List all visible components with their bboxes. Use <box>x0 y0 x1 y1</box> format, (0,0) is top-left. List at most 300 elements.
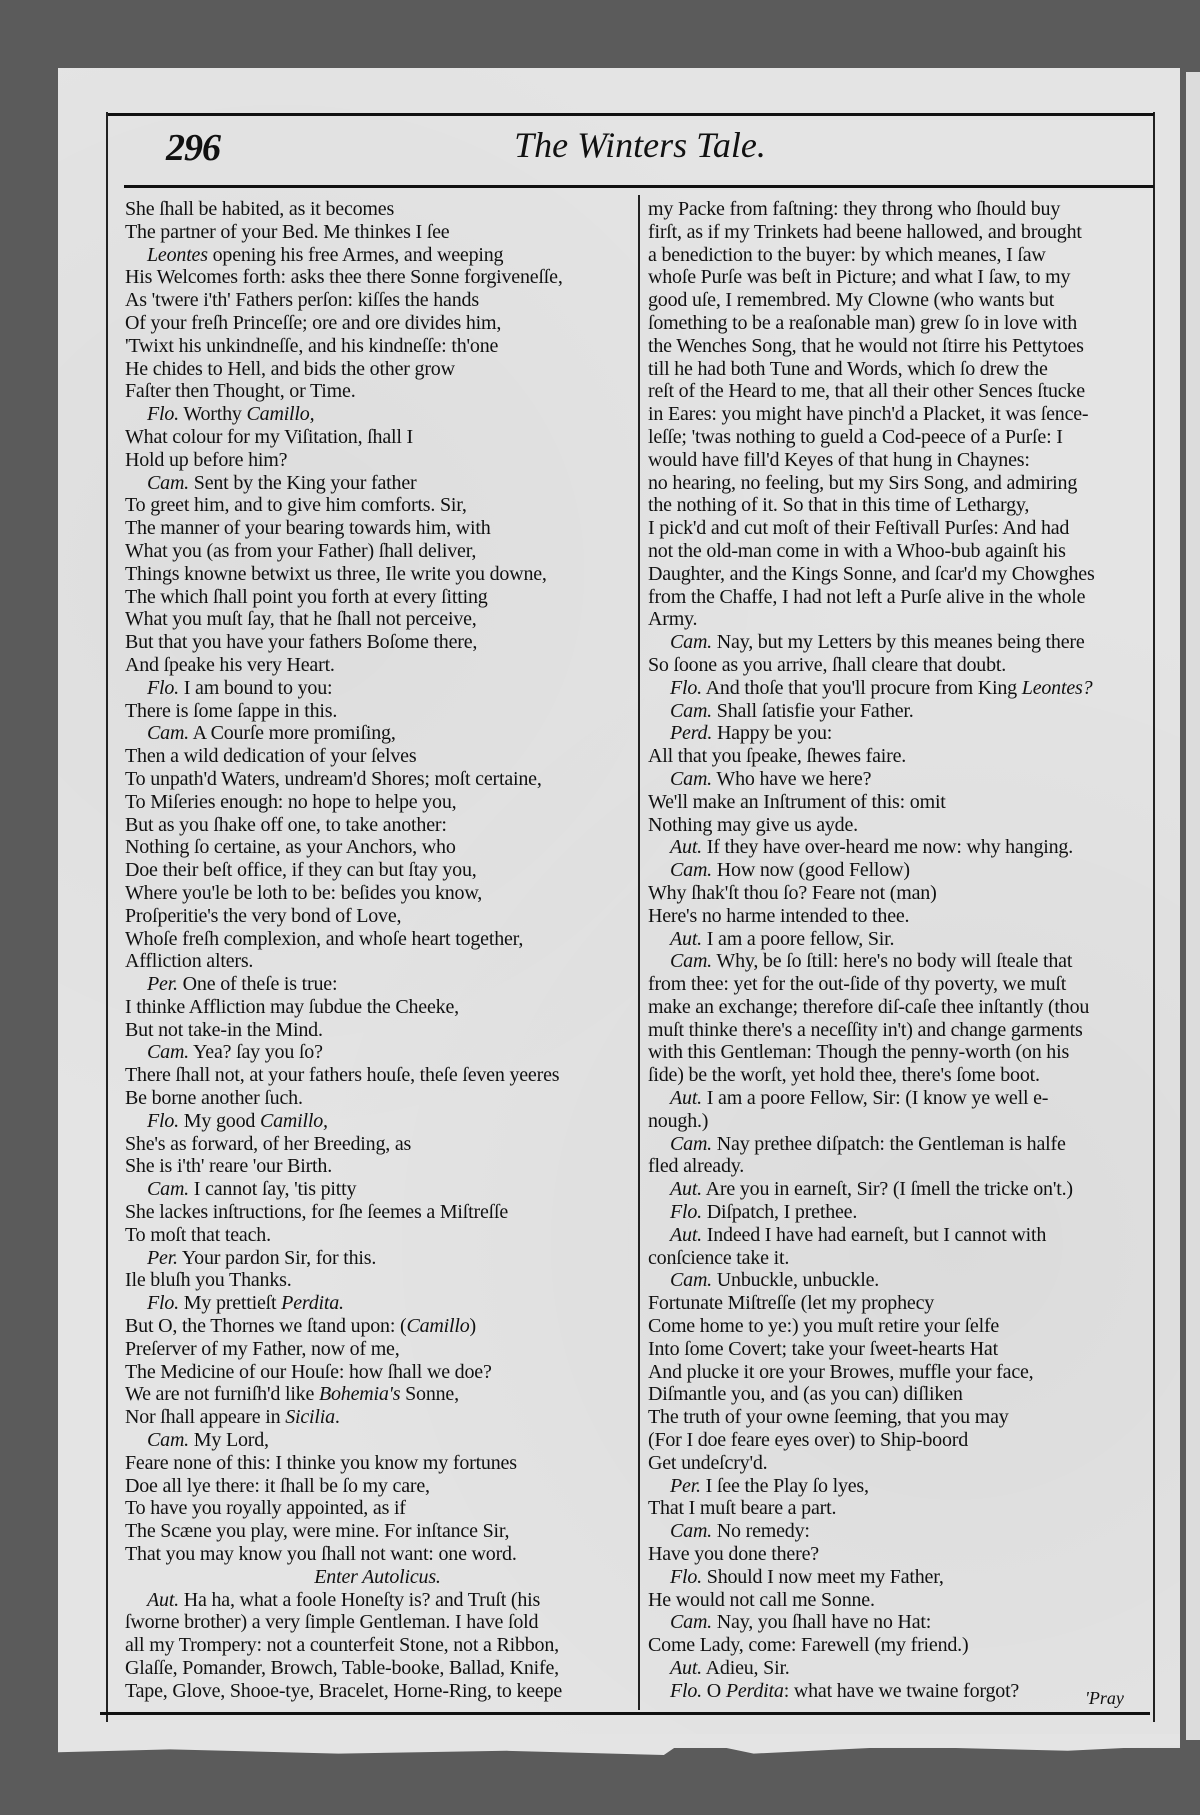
line-text: ſide) be the worſt, yet hold thee, there's ſome boot. <box>648 1064 1040 1087</box>
text-line <box>648 449 1146 472</box>
line-text: To unpath'd Waters, undream'd Shores; moſt certaine, <box>125 767 542 790</box>
speaker-name: Per. <box>670 1474 701 1497</box>
text-line <box>648 586 1146 609</box>
speaker-name: Cam. <box>670 1520 712 1543</box>
line-text: Have you done there? <box>648 1543 819 1566</box>
line-text: nough.) <box>648 1109 709 1132</box>
text-line <box>125 1383 630 1406</box>
line-text: That you may know you ſhall not want: one word. <box>125 1543 517 1566</box>
line-text: My Lord, <box>188 1429 269 1452</box>
text-line <box>125 335 630 358</box>
line-text: What you (as from your Father) ſhall deliver, <box>125 539 477 562</box>
text-line <box>648 1452 1146 1475</box>
text-line <box>125 791 630 814</box>
text-line <box>125 928 630 951</box>
text-line <box>125 1475 630 1498</box>
bottom-rule <box>100 1712 1150 1715</box>
text-line <box>648 312 1146 335</box>
line-text: all my Trompery: not a counterfeit Stone, not a Ribbon, <box>125 1634 559 1657</box>
text-line <box>125 1361 630 1384</box>
line-text: We are not furniſh'd like <box>125 1383 319 1406</box>
line-text: My good <box>178 1109 260 1132</box>
speaker-name: Flo. <box>147 1292 179 1315</box>
line-text: . <box>334 1406 340 1429</box>
text-line <box>125 1520 630 1543</box>
text-line <box>125 221 630 244</box>
line-text: Why, be ſo ſtill: here's no body will ſteale that <box>711 950 1073 973</box>
line-text: Of your freſh Princeſſe; ore and ore divides him, <box>125 311 502 334</box>
top-rule <box>108 113 1154 116</box>
line-text: Shall ſatisfie your Father. <box>711 699 914 722</box>
text-line <box>648 426 1146 449</box>
text-line <box>125 1087 630 1110</box>
speaker-name: Aut. <box>670 1087 702 1110</box>
line-text: Nay prethee diſpatch: the Gentleman is halfe <box>711 1132 1066 1155</box>
line-text: Happy be you: <box>712 722 833 745</box>
line-text: ) <box>469 1315 477 1338</box>
text-line <box>648 677 1146 700</box>
text-line <box>648 1543 1146 1566</box>
line-text: There ſhall not, at your fathers houſe, theſe ſeven yeeres <box>125 1064 560 1087</box>
text-line <box>648 996 1146 1019</box>
speaker-name: Flo. <box>147 1109 179 1132</box>
line-text: Faſter then Thought, or Time. <box>125 380 356 403</box>
text-line <box>125 380 630 403</box>
line-text: my Packe from faſtning: they throng who ſhould buy <box>648 198 1061 220</box>
line-text: I thinke Affliction may ſubdue the Cheeke, <box>125 995 459 1018</box>
line-text: And thoſe that you'll procure from King <box>701 676 1022 699</box>
text-line <box>648 221 1146 244</box>
text-line <box>648 1019 1146 1042</box>
line-text: But not take-in the Mind. <box>125 1018 323 1041</box>
line-text: in Eares: you might have pinch'd a Placket, it was ſence- <box>648 403 1089 426</box>
text-line <box>125 540 630 563</box>
line-text: Into ſome Covert; take your ſweet-hearts Hat <box>648 1337 998 1360</box>
italic-name: Bohemia's <box>318 1383 401 1406</box>
text-line <box>125 1680 630 1703</box>
speaker-name: Per. <box>147 1246 178 1269</box>
speaker-name: Flo. <box>147 676 179 699</box>
text-line <box>648 814 1146 837</box>
text-line <box>125 198 630 221</box>
line-text: We'll make an Inſtrument of this: omit <box>648 790 946 813</box>
line-text: whoſe Purſe was beſt in Picture; and what I ſaw, to my <box>648 266 1071 289</box>
text-line <box>648 494 1146 517</box>
text-line <box>125 631 630 654</box>
text-line <box>648 1247 1146 1270</box>
speaker-name: Flo. <box>670 1201 702 1224</box>
text-line <box>648 1155 1146 1178</box>
text-line <box>125 1201 630 1224</box>
line-text: fled already. <box>648 1155 745 1178</box>
frame-right-rule <box>1153 112 1155 1722</box>
line-text: My prettieſt <box>178 1292 282 1315</box>
catchword: 'Pray <box>1085 1688 1124 1708</box>
text-line <box>648 563 1146 586</box>
text-line <box>648 700 1146 723</box>
line-text: Nor ſhall appeare in <box>125 1406 286 1429</box>
text-line <box>648 1361 1146 1384</box>
line-text: To Miſeries enough: no hope to helpe you, <box>125 790 457 813</box>
text-line <box>648 1292 1146 1315</box>
speaker-name: Leontes <box>147 243 208 266</box>
text-line <box>648 836 1146 859</box>
text-line <box>648 266 1146 289</box>
italic-name: Camillo, <box>246 403 315 426</box>
text-line <box>648 1680 1146 1703</box>
text-line <box>125 677 630 700</box>
line-text: How now (good Fellow) <box>711 859 910 882</box>
line-text: reſt of the Heard to me, that all their other Sences ſtucke <box>648 380 1085 403</box>
text-line <box>125 745 630 768</box>
text-line <box>648 1406 1146 1429</box>
text-line <box>648 244 1146 267</box>
text-line <box>125 1110 630 1133</box>
text-line <box>125 1224 630 1247</box>
line-text: But O, the Thornes we ſtand upon: ( <box>125 1315 407 1338</box>
left-column <box>125 198 630 1703</box>
speaker-name: Cam. <box>670 1132 712 1155</box>
line-text: I am bound to you: <box>178 676 333 699</box>
text-line <box>125 586 630 609</box>
line-text: no hearing, no feeling, but my Sirs Song, and admiring <box>648 471 1078 494</box>
right-column <box>648 198 1146 1703</box>
text-line <box>125 1497 630 1520</box>
line-text: Should I now meet my Father, <box>701 1565 944 1588</box>
line-text: Hold up before him? <box>125 448 288 471</box>
line-text: Be borne another ſuch. <box>125 1087 303 1110</box>
line-text: No remedy: <box>711 1520 810 1543</box>
line-text: Diſmantle you, and (as you can) diſliken <box>648 1383 963 1406</box>
text-line <box>648 973 1146 996</box>
text-line <box>125 1247 630 1270</box>
line-text: 'Twixt his unkindneſſe, and his kindneſſe: th'one <box>125 334 499 357</box>
running-title: The Winters Tale. <box>514 125 766 165</box>
line-text: Proſperitie's the very bond of Love, <box>125 904 402 927</box>
line-text: from the Chaffe, I had not left a Purſe alive in the whole <box>648 585 1086 608</box>
line-text: till he had both Tune and Words, which ſo drew the <box>648 357 1048 380</box>
line-text: O <box>701 1679 726 1702</box>
line-text: There is ſome ſappe in this. <box>125 699 338 722</box>
text-line <box>125 1634 630 1657</box>
line-text: Nothing may give us ayde. <box>648 813 858 836</box>
speaker-name: Cam. <box>670 699 712 722</box>
line-text: His Welcomes forth: asks thee there Sonne forgiveneſſe, <box>125 266 563 289</box>
text-line <box>125 563 630 586</box>
speaker-name: Cam. <box>670 1611 712 1634</box>
text-line <box>125 859 630 882</box>
line-text: conſcience take it. <box>648 1246 790 1269</box>
line-text: Come home to ye:) you muſt retire your ſelfe <box>648 1315 1000 1338</box>
text-line <box>125 996 630 1019</box>
line-text: the nothing of it. So that in this time of Lethargy, <box>648 494 1030 517</box>
line-text: Why ſhak'ſt thou ſo? Feare not (man) <box>648 881 937 904</box>
speaker-name: Cam. <box>670 859 712 882</box>
text-line <box>125 1452 630 1475</box>
text-line <box>648 745 1146 768</box>
text-line <box>648 1269 1146 1292</box>
text-line <box>648 1133 1146 1156</box>
line-text: make an exchange; therefore diſ-caſe thee inſtantly (thou <box>648 995 1090 1018</box>
line-text: opening his free Armes, and weeping <box>207 243 504 266</box>
speaker-name: Cam. <box>147 1041 189 1064</box>
line-text: The truth of your owne ſeeming, that you may <box>648 1406 1009 1429</box>
line-text: good uſe, I remembred. My Clowne (who wants but <box>648 289 1055 312</box>
line-text: As 'twere i'th' Fathers perſon: kiſſes the hands <box>125 289 479 312</box>
line-text: Who have we here? <box>711 767 872 790</box>
text-line <box>648 608 1146 631</box>
text-line <box>648 1566 1146 1589</box>
text-line <box>648 472 1146 495</box>
line-text: Preſerver of my Father, now of me, <box>125 1337 400 1360</box>
line-text: Fortunate Miſtreſſe (let my prophecy <box>648 1292 935 1315</box>
line-text: Diſpatch, I prethee. <box>701 1201 858 1224</box>
text-line <box>125 1155 630 1178</box>
line-text: Tape, Glove, Shooe-tye, Bracelet, Horne-Ring, to keepe <box>125 1679 563 1702</box>
speaker-name: Aut. <box>670 1223 702 1246</box>
line-text: not the old-man come in with a Whoo-bub againſt his <box>648 539 1066 562</box>
line-text: Doe all lye there: it ſhall be ſo my care, <box>125 1474 430 1497</box>
text-line <box>648 335 1146 358</box>
text-line <box>648 768 1146 791</box>
line-text: That I muſt beare a part. <box>648 1497 837 1520</box>
italic-name: Camillo, <box>259 1109 328 1132</box>
text-line <box>125 836 630 859</box>
line-text: And plucke it ore your Browes, muffle your face, <box>648 1360 1034 1383</box>
text-line <box>125 312 630 335</box>
text-line <box>648 1201 1146 1224</box>
line-text: Daughter, and the Kings Sonne, and ſcar'd my Chowghes <box>648 562 1095 585</box>
adjacent-page-edge <box>1186 72 1200 1740</box>
speaker-name: Aut. <box>670 927 702 950</box>
line-text: Then a wild dedication of your ſelves <box>125 745 417 768</box>
text-line <box>125 244 630 267</box>
frame-left-rule <box>106 112 108 1722</box>
speaker-name: Cam. <box>147 1429 189 1452</box>
line-text: Glaſſe, Pomander, Browch, Table-booke, Ballad, Knife, <box>125 1657 559 1679</box>
speaker-name: Aut. <box>670 1657 702 1679</box>
line-text: Ha ha, what a foole Honeſty is? and Truſt (his <box>178 1588 541 1611</box>
text-line <box>648 517 1146 540</box>
line-text: (For I doe feare eyes over) to Ship-boord <box>648 1429 969 1452</box>
line-text: Nothing ſo certaine, as your Anchors, who <box>125 836 456 859</box>
line-text: I cannot ſay, 'tis pitty <box>188 1178 357 1201</box>
text-line <box>648 1657 1146 1680</box>
text-line <box>648 358 1146 381</box>
speaker-name: Cam. <box>147 1178 189 1201</box>
line-text: Affliction alters. <box>125 950 254 973</box>
text-line <box>125 1429 630 1452</box>
line-text: ſworne brother) a very ſimple Gentleman. I have ſold <box>125 1611 539 1634</box>
text-line <box>648 1064 1146 1087</box>
speaker-name: Aut. <box>670 836 702 859</box>
speaker-name: Flo. <box>147 403 179 426</box>
text-line <box>648 882 1146 905</box>
line-text: To moſt that teach. <box>125 1223 271 1246</box>
text-line <box>125 1292 630 1315</box>
text-line <box>648 1429 1146 1452</box>
text-line <box>648 1224 1146 1247</box>
text-line <box>125 266 630 289</box>
line-text: Adieu, Sir. <box>701 1657 790 1679</box>
line-text: I am a poore Fellow, Sir: (I know ye well e- <box>701 1087 1049 1110</box>
text-line <box>125 1178 630 1201</box>
speaker-name: Aut. <box>670 1178 702 1201</box>
text-line <box>648 1178 1146 1201</box>
speaker-name: Cam. <box>670 1269 712 1292</box>
line-text: I am a poore fellow, Sir. <box>701 927 895 950</box>
line-text: from thee: yet for the out-ſide of thy poverty, we muſt <box>648 973 1067 996</box>
speaker-name: Cam. <box>147 471 189 494</box>
text-line <box>648 540 1146 563</box>
line-text: She ſhall be habited, as it becomes <box>125 198 395 220</box>
line-text: : what have we twaine forgot? <box>783 1679 1020 1702</box>
line-text: What you muſt ſay, that he ſhall not perceive, <box>125 608 477 631</box>
text-line <box>125 1019 630 1042</box>
italic-name: Camillo <box>406 1315 470 1338</box>
line-text: Army. <box>648 608 698 631</box>
line-text: One of theſe is true: <box>177 973 338 996</box>
speaker-name: Per. <box>147 973 178 996</box>
text-line <box>125 1041 630 1064</box>
speaker-name: Flo. <box>670 676 702 699</box>
text-line <box>125 426 630 449</box>
line-text: Sonne, <box>400 1383 459 1406</box>
line-text: the Wenches Song, that he would not ſtirre his Pettytoes <box>648 334 1084 357</box>
line-text: Things knowne betwixt us three, Ile write you downe, <box>125 562 547 585</box>
line-text: She lackes inſtructions, for ſhe ſeemes a Miſtreſſe <box>125 1201 509 1224</box>
line-text: She's as forward, of her Breeding, as <box>125 1132 412 1155</box>
line-text: Come Lady, come: Farewell (my friend.) <box>648 1634 969 1657</box>
header-rule <box>124 185 1154 188</box>
line-text: A Courſe more promiſing, <box>188 722 396 745</box>
line-text: Ile bluſh you Thanks. <box>125 1269 292 1292</box>
line-text: Feare none of this: I thinke you know my fortunes <box>125 1451 517 1474</box>
line-text: would have fill'd Keyes of that hung in Chaynes: <box>648 448 1030 471</box>
text-line <box>648 859 1146 882</box>
line-text: And ſpeake his very Heart. <box>125 653 335 676</box>
stage-direction: Enter Autolicus. <box>314 1565 441 1588</box>
text-line <box>648 1634 1146 1657</box>
line-text: The Medicine of our Houſe: how ſhall we doe? <box>125 1360 492 1383</box>
text-line <box>648 1383 1146 1406</box>
line-text: Here's no harme intended to thee. <box>648 904 910 927</box>
speaker-name: Cam. <box>670 631 712 654</box>
line-text: So ſoone as you arrive, ſhall cleare that doubt. <box>648 653 1007 676</box>
text-line <box>125 654 630 677</box>
text-line <box>125 472 630 495</box>
text-line <box>125 722 630 745</box>
text-line <box>125 973 630 996</box>
text-line <box>125 1657 630 1680</box>
text-line <box>648 631 1146 654</box>
line-text: I ſee the Play ſo lyes, <box>700 1474 869 1497</box>
text-line <box>648 1041 1146 1064</box>
line-text: I pick'd and cut moſt of their Feſtivall Purſes: And had <box>648 517 1070 540</box>
text-line <box>125 1133 630 1156</box>
text-line <box>648 1110 1146 1133</box>
text-line <box>125 768 630 791</box>
line-text: firſt, as if my Trinkets had beene hallowed, and brought <box>648 220 1082 243</box>
text-line <box>648 289 1146 312</box>
line-text: She is i'th' reare 'our Birth. <box>125 1155 332 1178</box>
line-text: But that you have your fathers Boſome there, <box>125 631 478 654</box>
italic-name: Sicilia <box>285 1406 335 1429</box>
speaker-name: Cam. <box>147 722 189 745</box>
line-text: To greet him, and to give him comforts. Sir, <box>125 494 467 517</box>
text-line <box>125 403 630 426</box>
speaker-name: Perd. <box>670 722 713 745</box>
line-text: If they have over-heard me now: why hanging. <box>701 836 1074 859</box>
text-line <box>125 1611 630 1634</box>
text-line <box>648 1338 1146 1361</box>
page-number: 296 <box>166 127 220 169</box>
text-line <box>648 1589 1146 1612</box>
line-text: Nay, you ſhall have no Hat: <box>711 1611 932 1634</box>
text-line <box>648 654 1146 677</box>
text-line <box>648 198 1146 221</box>
speaker-name: Cam. <box>670 767 712 790</box>
line-text: The Scæne you play, were mine. For inſtance Sir, <box>125 1520 510 1543</box>
line-text: Indeed I have had earneſt, but I cannot with <box>701 1223 1047 1246</box>
text-line <box>125 1315 630 1338</box>
line-text: What colour for my Viſitation, ſhall I <box>125 425 413 448</box>
text-line <box>648 722 1146 745</box>
text-line <box>648 1087 1146 1110</box>
line-text: leſſe; 'twas nothing to gueld a Cod-peece of a Purſe: I <box>648 425 1063 448</box>
text-line <box>648 1611 1146 1634</box>
line-text: Where you'le be loth to be: beſides you know, <box>125 881 483 904</box>
text-line <box>125 608 630 631</box>
italic-name: Perdita. <box>281 1292 344 1315</box>
line-text: Nay, but my Letters by this meanes being there <box>711 631 1085 654</box>
text-line <box>125 950 630 973</box>
text-line <box>125 905 630 928</box>
line-text: Whoſe freſh complexion, and whoſe heart together, <box>125 927 524 950</box>
text-line <box>125 449 630 472</box>
text-line <box>648 928 1146 951</box>
line-text: To have you royally appointed, as if <box>125 1497 406 1520</box>
text-line <box>125 1589 630 1612</box>
italic-name: Leontes? <box>1021 676 1093 699</box>
text-line <box>125 1338 630 1361</box>
text-line <box>648 1475 1146 1498</box>
text-line <box>125 882 630 905</box>
line-text: The which ſhall point you forth at every ſitting <box>125 585 488 608</box>
line-text: Your pardon Sir, for this. <box>177 1246 377 1269</box>
text-line <box>648 791 1146 814</box>
text-line <box>648 1315 1146 1338</box>
line-text: Unbuckle, unbuckle. <box>711 1269 880 1292</box>
text-line <box>648 380 1146 403</box>
text-line <box>648 1497 1146 1520</box>
speaker-name: Flo. <box>670 1565 702 1588</box>
line-text: muſt thinke there's a neceſſity in't) and change garments <box>648 1018 1083 1041</box>
text-line <box>648 403 1146 426</box>
line-text: ſomething to be a reaſonable man) grew ſo in love with <box>648 311 1078 334</box>
speaker-name: Aut. <box>147 1588 179 1611</box>
text-line <box>125 814 630 837</box>
speaker-name: Flo. <box>670 1679 702 1702</box>
line-text: He chides to Hell, and bids the other grow <box>125 357 455 380</box>
line-text: a benediction to the buyer: by which meanes, I ſaw <box>648 243 1046 266</box>
text-line <box>648 905 1146 928</box>
line-text: But as you ſhake off one, to take another: <box>125 813 447 836</box>
line-text: He would not call me Sonne. <box>648 1588 875 1611</box>
text-line <box>125 1543 630 1566</box>
text-line <box>125 517 630 540</box>
line-text: Get undeſcry'd. <box>648 1451 768 1474</box>
